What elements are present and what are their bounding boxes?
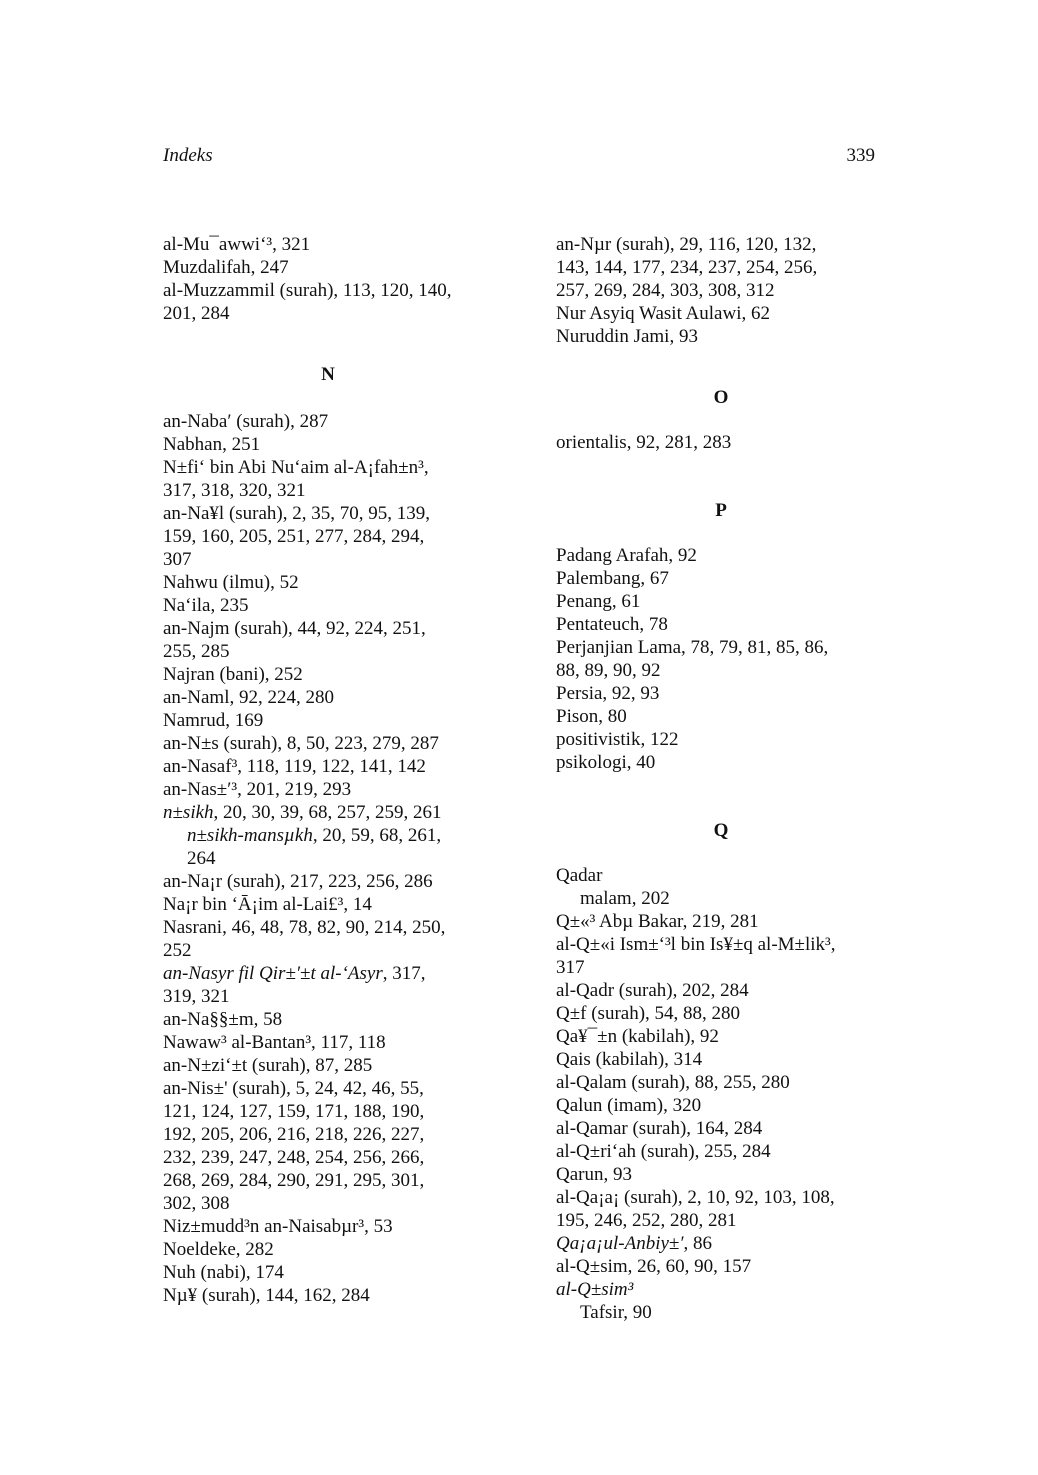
index-entry: Namrud, 169 [163, 710, 264, 731]
n-entries-continued [556, 233, 886, 348]
index-entry: Nahwu (ilmu), 52 [163, 572, 299, 593]
index-entry: Pison, 80 [556, 706, 627, 727]
section-letter-o: O [713, 387, 729, 408]
index-entry: al-Mu¯awwi‘³, 321 [163, 234, 311, 255]
index-entry: al-Qadr (surah), 202, 284 [556, 980, 749, 1001]
index-entry: al-Qamar (surah), 164, 284 [556, 1118, 763, 1139]
q-entries [556, 864, 886, 1324]
index-entry: an-Najm (surah), 44, 92, 224, 251, 255, 285 [163, 618, 426, 662]
index-entry: Muzdalifah, 247 [163, 257, 289, 278]
index-entry: Penang, 61 [556, 591, 641, 612]
index-entry: Qa¥¯±n (kabilah), 92 [556, 1026, 719, 1047]
index-entry: Nur Asyiq Wasit Aulawi, 62 [556, 303, 770, 324]
index-entry: an-Na¥l (surah), 2, 35, 70, 95, 139, 159, 160, 205, 251, 277, 284, 294, 307 [163, 503, 431, 570]
index-entry: Persia, 92, 93 [556, 683, 660, 704]
index-entry: al-Qa¡a¡ (surah), 2, 10, 92, 103, 108, 195, 246, 252, 280, 281 [556, 1187, 835, 1231]
index-entry: an-Nis±' (surah), 5, 24, 42, 46, 55, 121, 124, 127, 159, 171, 188, 190, 192, 205, 206, 216, 218, 226, 227, 232, 239, 247, 248, 254, 256, 266, 268, 269, 284, 290, 291, 295, 301, 302, 308 [163, 1078, 425, 1214]
index-entry: n±sikh, 20, 30, 39, 68, 257, 259, 261 [163, 802, 442, 823]
index-entry: Qarun, 93 [556, 1164, 632, 1185]
p-entries [556, 544, 886, 774]
index-entry: an-Nµr (surah), 29, 116, 120, 132, 143, 144, 177, 234, 237, 254, 256, 257, 269, 284, 303, 308, 312 [556, 234, 818, 301]
index-subentry: malam, 202 [580, 888, 670, 909]
index-entry: Nawaw³ al-Bantan³, 117, 118 [163, 1032, 386, 1053]
index-entry: al-Q±«i Ism±‘³l bin Is¥±q al-M±lik³, 317 [556, 934, 836, 978]
index-entry: al-Q±sim³ [556, 1279, 634, 1300]
index-entry: positivistik, 122 [556, 729, 679, 750]
index-entry: Qais (kabilah), 314 [556, 1049, 703, 1070]
index-entry: an-N±s (surah), 8, 50, 223, 279, 287 [163, 733, 439, 754]
running-title: Indeks [163, 145, 213, 166]
index-entry: Noeldeke, 282 [163, 1239, 274, 1260]
index-entry: Na¡r bin ‘Ā¡im al-Lai£³, 14 [163, 894, 372, 915]
index-entry: al-Qalam (surah), 88, 255, 280 [556, 1072, 790, 1093]
index-subentry: n±sikh-mansµkh, 20, 59, 68, 261, 264 [187, 825, 442, 869]
page-number: 339 [846, 145, 875, 166]
index-entry: an-Na¡r (surah), 217, 223, 256, 286 [163, 871, 433, 892]
section-letter-p: P [715, 500, 727, 521]
index-entry: al-Q±sim, 26, 60, 90, 157 [556, 1256, 752, 1277]
right-column [556, 233, 886, 1324]
index-entry: orientalis, 92, 281, 283 [556, 432, 732, 453]
index-entry: Nabhan, 251 [163, 434, 261, 455]
index-entry: Nuh (nabi), 174 [163, 1262, 284, 1283]
index-entry: Pentateuch, 78 [556, 614, 668, 635]
index-entry: Nasrani, 46, 48, 78, 82, 90, 214, 250, 252 [163, 917, 446, 961]
index-entry: psikologi, 40 [556, 752, 656, 773]
m-entries [163, 233, 493, 325]
o-entries [556, 431, 886, 454]
index-entry: Niz±mudd³n an-Naisabµr³, 53 [163, 1216, 393, 1237]
index-entry: al-Muzzammil (surah), 113, 120, 140, 201, 284 [163, 280, 452, 324]
index-entry: Najran (bani), 252 [163, 664, 303, 685]
n-entries [163, 410, 493, 1307]
index-entry: Qa¡a¡ul-Anbiy±′, 86 [556, 1233, 713, 1254]
index-entry: an-Nasyr fil Qir±′±t al-‘Asyr, 317, 319, 321 [163, 963, 426, 1007]
index-entry: an-Na§§±m, 58 [163, 1009, 283, 1030]
index-entry: N±fi‘ bin Abi Nu‘aim al-A¡fah±n³, 317, 318, 320, 321 [163, 457, 429, 501]
index-entry: Q±«³ Abµ Bakar, 219, 281 [556, 911, 759, 932]
index-subentry: Tafsir, 90 [580, 1302, 652, 1323]
index-entry: an-Nas±′³, 201, 219, 293 [163, 779, 352, 800]
index-entry: Qadar [556, 865, 603, 886]
index-entry: Palembang, 67 [556, 568, 669, 589]
index-entry: al-Q±ri‘ah (surah), 255, 284 [556, 1141, 771, 1162]
index-entry: Perjanjian Lama, 78, 79, 81, 85, 86, 88, 89, 90, 92 [556, 637, 829, 681]
section-letter-n: N [321, 364, 335, 385]
index-entry: an-Nasaf³, 118, 119, 122, 141, 142 [163, 756, 426, 777]
index-entry: Qalun (imam), 320 [556, 1095, 702, 1116]
index-entry: Na‘ila, 235 [163, 595, 249, 616]
index-entry: an-Naba′ (surah), 287 [163, 411, 329, 432]
index-entry: an-Naml, 92, 224, 280 [163, 687, 334, 708]
section-letter-q: Q [713, 820, 729, 841]
index-entry: an-N±zi‘±t (surah), 87, 285 [163, 1055, 373, 1076]
index-entry: Q±f (surah), 54, 88, 280 [556, 1003, 741, 1024]
index-entry: Nuruddin Jami, 93 [556, 326, 698, 347]
left-column [163, 233, 493, 1307]
index-entry: Padang Arafah, 92 [556, 545, 697, 566]
running-head [163, 145, 875, 169]
index-entry: Nµ¥ (surah), 144, 162, 284 [163, 1285, 370, 1306]
